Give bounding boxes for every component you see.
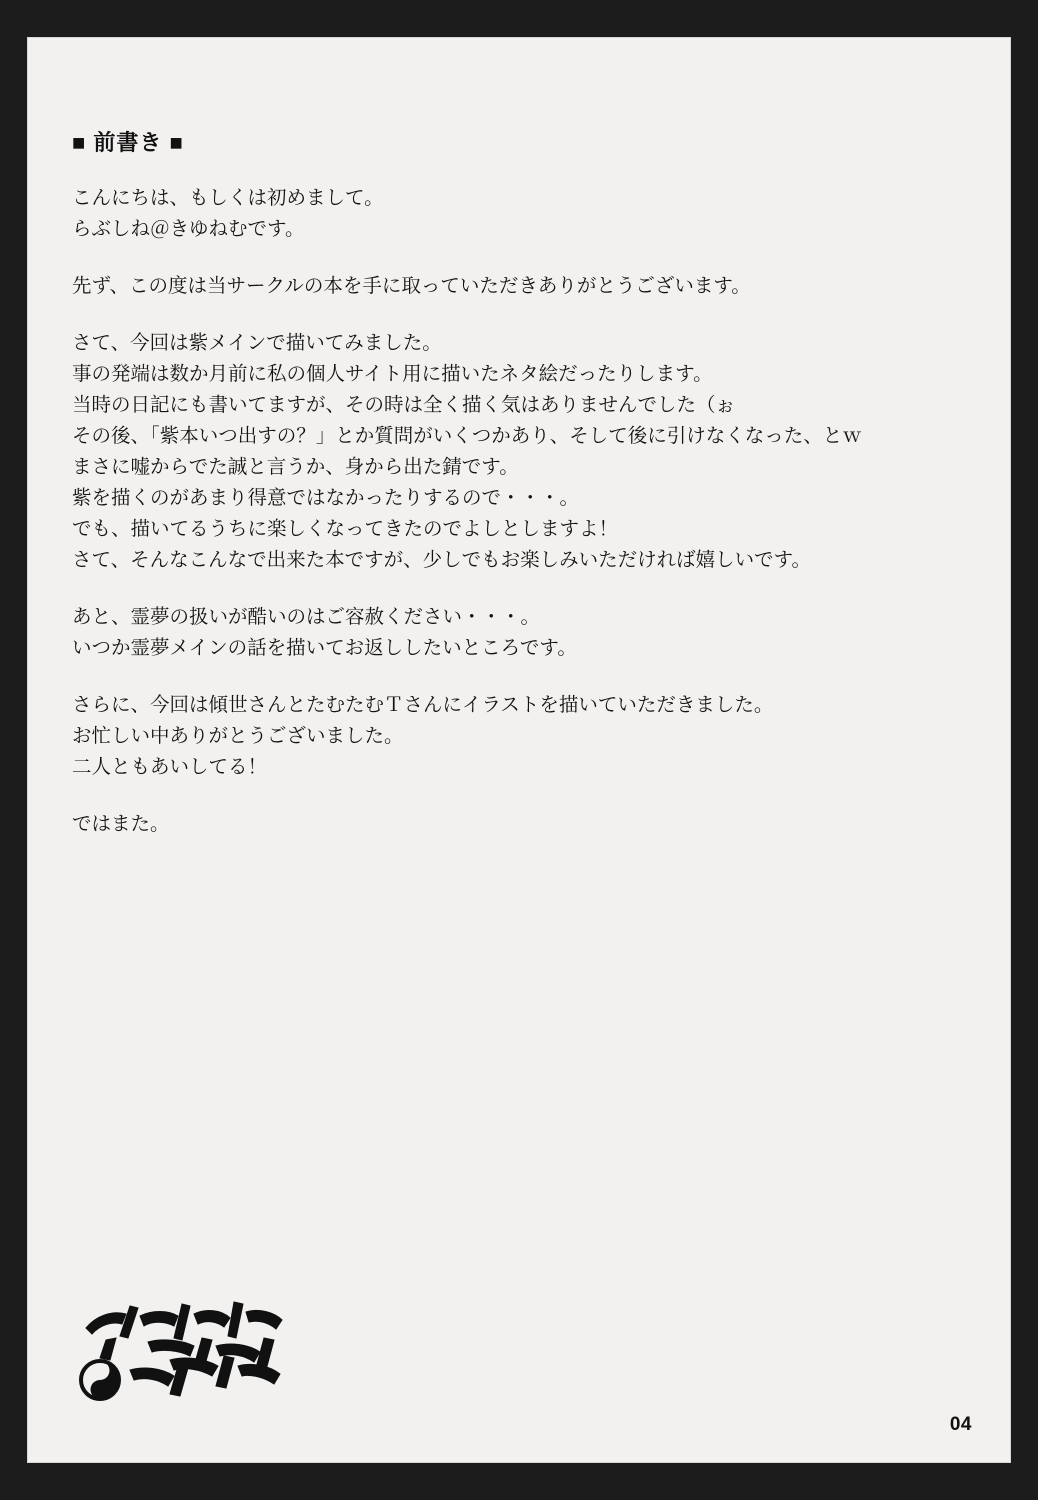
paragraph-about-this-book <box>72 328 952 576</box>
text-line: こんにちは、もしくは初めまして。 <box>72 187 384 209</box>
text-line: さらに、今回は傾世さんとたむたむＴさんにイラストを描いていただきました。 <box>72 694 774 716</box>
text-line: いつか霊夢メインの話を描いてお返ししたいところです。 <box>72 637 577 659</box>
text-line: まさに嘘からでた誠と言うか、身から出た錆です。 <box>72 456 519 478</box>
text-line: 紫を描くのがあまり得意ではなかったりするので・・・。 <box>72 487 580 509</box>
afterword-body <box>72 183 952 840</box>
text-line: あと、霊夢の扱いが酷いのはご容赦ください・・・。 <box>72 606 541 628</box>
document-page <box>28 38 1010 1462</box>
text-line: さて、今回は紫メインで描いてみました。 <box>72 332 442 354</box>
paragraph-guest-credits <box>72 690 952 783</box>
page-number: 04 <box>949 1414 972 1435</box>
text-line: 先ず、この度は当サークルの本を手に取っていただきありがとうございます。 <box>72 275 751 297</box>
text-line: ではまた。 <box>72 813 170 835</box>
text-line: 事の発端は数か月前に私の個人サイト用に描いたネタ絵だったりします。 <box>72 363 713 385</box>
page-content <box>28 38 1010 1462</box>
text-line: お忙しい中ありがとうございました。 <box>72 725 404 747</box>
paragraph-reimu-note <box>72 602 952 664</box>
text-line: その後、「紫本いつ出すの？」とか質問がいくつかあり、そして後に引けなくなった、とｗ <box>72 425 862 447</box>
paragraph-thanks <box>72 271 952 302</box>
text-line: 当時の日記にも書いてますが、その時は全く描く気はありませんでした（ぉ <box>72 394 736 416</box>
circle-logo <box>78 1294 298 1404</box>
text-line: 二人ともあいしてる！ <box>72 756 268 778</box>
text-line: でも、描いてるうちに楽しくなってきたのでよしとしますよ！ <box>72 518 619 540</box>
page-title: ■ 前書き ■ <box>72 130 184 155</box>
text-line: さて、そんなこんなで出来た本ですが、少しでもお楽しみいただければ嬉しいです。 <box>72 549 812 571</box>
paragraph-closing <box>72 809 952 840</box>
paragraph-greeting <box>72 183 952 245</box>
text-line: らぶしね＠きゆねむです。 <box>72 218 305 240</box>
